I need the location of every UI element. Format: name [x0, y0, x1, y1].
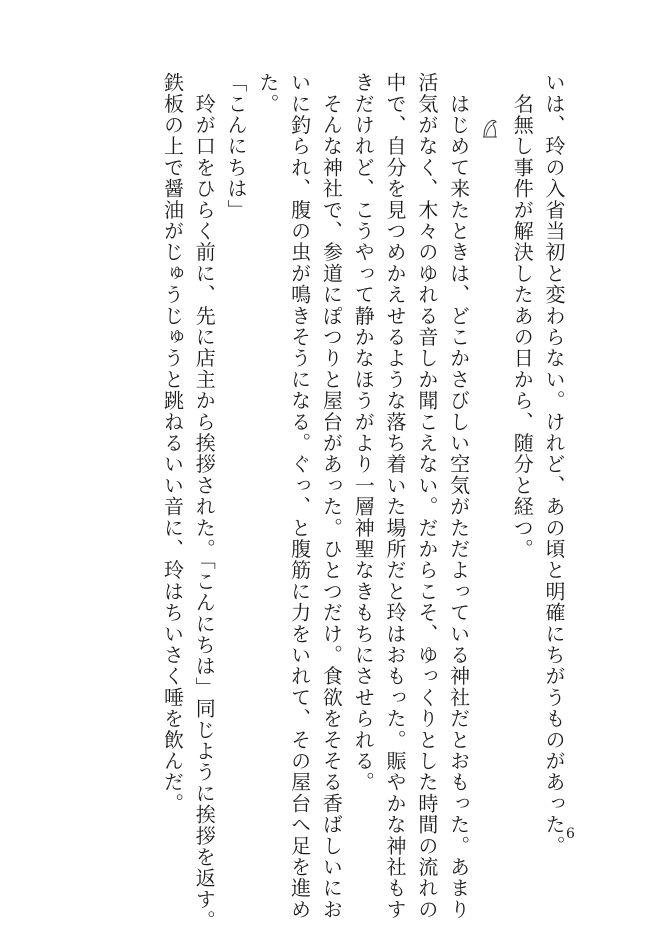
text-line: はじめて来たときは、どこかさびしい空気がただよっている神社だとおもった。あまり	[446, 72, 471, 920]
text-line: 中で、自分を見つめかえせるような落ち着いた場所だと玲はおもった。賑やかな神社もす	[383, 72, 408, 920]
section-break	[474, 72, 506, 852]
text-line: 鉄板の上で醤油がじゅうじゅうと跳ねるいい音に、玲はちいさく唾を飲んだ。	[160, 72, 185, 814]
bird-ornament-icon	[480, 116, 500, 140]
text-line: 玲が口をひらく前に、先に店主から挨拶された。「こんにちは」同じように挨拶を返す。	[192, 72, 217, 931]
text-line: 名無し事件が解決したあの日から、随分と経つ。	[510, 72, 535, 560]
page-number: 6	[566, 826, 575, 842]
text-line: た。	[255, 72, 280, 115]
text-line: いは、玲の入省当初と変わらない。けれど、あの頃と明確にちがうものがあった。	[542, 72, 566, 857]
text-line: いに釣られ、腹の虫が鳴きそうになる。ぐっ、と腹筋に力をいれて、その屋台へ足を進め	[287, 72, 312, 920]
text-line: 「こんにちは」	[224, 72, 249, 221]
vertical-text-body	[156, 72, 569, 931]
text-line: きだけれど、こうやって静かなほうがより一層神聖なきもちにさせられる。	[351, 72, 376, 793]
text-line: 活気がなく、木々のゆれる音しか聞こえない。だからこそ、ゆっくりとした時間の流れの	[414, 72, 439, 920]
text-line: そんな神社で、参道にぽつりと屋台があった。ひとつだけ。食欲をそそる香ばしいにお	[319, 72, 344, 920]
